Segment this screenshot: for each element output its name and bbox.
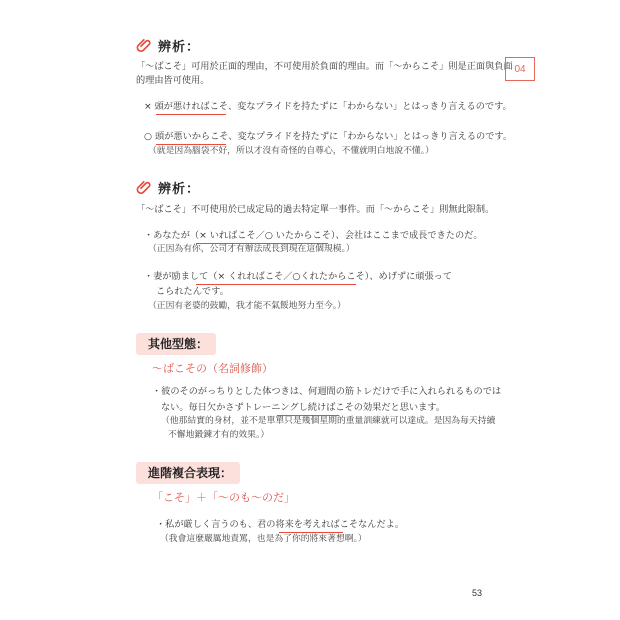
paperclip-icon — [136, 37, 153, 54]
section-3-subheading: ～ばこその（名詞修飾） — [152, 362, 273, 375]
section-3-example-line-1: ・彼のそのがっちりとした体つきは、何週間の筋トレだけで手に入れられるものでは — [152, 386, 502, 397]
section-3-heading: 其他型態： — [136, 333, 216, 355]
section-3-note-line-1: （他那結實的身材，並不是單單只是幾個星期的重量訓練就可以達成。是因為每天持續 — [161, 416, 496, 426]
section-1-desc-line-2: 的理由皆可使用。 — [136, 75, 210, 86]
section-4-heading: 進階複合表現： — [136, 462, 240, 484]
section-2-example-1-note: （正因為有你，公司才有辦法成長到現在這個規模。） — [148, 244, 355, 254]
wrong-example-underline — [156, 114, 226, 115]
section-2-example-1: ・あなたが（× いればこそ／○ いたからこそ）、会社はここまで成長できたのだ。 — [144, 230, 483, 241]
section-1-heading: 辨析： — [158, 40, 201, 55]
section-1-desc-line-1: 「～ばこそ」可用於正面的理由，不可使用於負面的理由。而「～からこそ」則是正面與負面 — [136, 61, 513, 72]
wrong-example — [144, 100, 512, 113]
section-3-note-line-2: 不懈地鍛鍊才有的效果。） — [168, 430, 270, 440]
paperclip-icon — [136, 179, 153, 196]
right-mark: ○ — [144, 131, 153, 142]
right-example-text: 頭が悪いからこそ、変なプライドを持たずに「わからない」とはっきり言えるのです。 — [154, 131, 513, 142]
section-1-header — [136, 36, 200, 55]
section-4-subheading: 「こそ」＋「～のも～のだ」 — [152, 491, 295, 504]
page-number: 53 — [472, 588, 483, 598]
section-2-desc: 「～ばこそ」不可使用於已成定局的過去特定單一事件。而「～からこそ」則無此限制。 — [136, 204, 495, 215]
right-example — [144, 130, 512, 143]
wrong-example-text: 頭が悪ければこそ、変なプライドを持たずに「わからない」とはっきり言えるのです。 — [154, 101, 512, 112]
section-2-example-2-note: （正因有老婆的鼓勵，我才能不氣餒地努力至今。） — [148, 301, 346, 311]
chapter-tab: 04 — [505, 57, 535, 81]
section-2-header — [136, 178, 200, 197]
section-3-example-line-2: ない。毎日欠かさずトレーニングし続けばこその効果だと思います。 — [161, 402, 445, 413]
section-4-note: （我會這麼嚴厲地責罵，也是為了你的將來著想啊。） — [160, 534, 367, 544]
section-2-example-2-line-2: こられたんです。 — [156, 286, 229, 297]
section-4-example: ・私が厳しく言うのも、君の将来を考えればこそなんだよ。 — [156, 519, 405, 530]
wrong-mark: × — [144, 101, 152, 112]
section-2-example-2-line-1: ・妻が励まして（× くれればこそ／○くれたからこそ）、めげずに頑張って — [144, 271, 453, 282]
section-1-note: （就是因為腦袋不好，所以才沒有奇怪的自尊心，不懂就明白地說不懂。） — [148, 146, 434, 156]
section-2-heading: 辨析： — [158, 182, 201, 197]
